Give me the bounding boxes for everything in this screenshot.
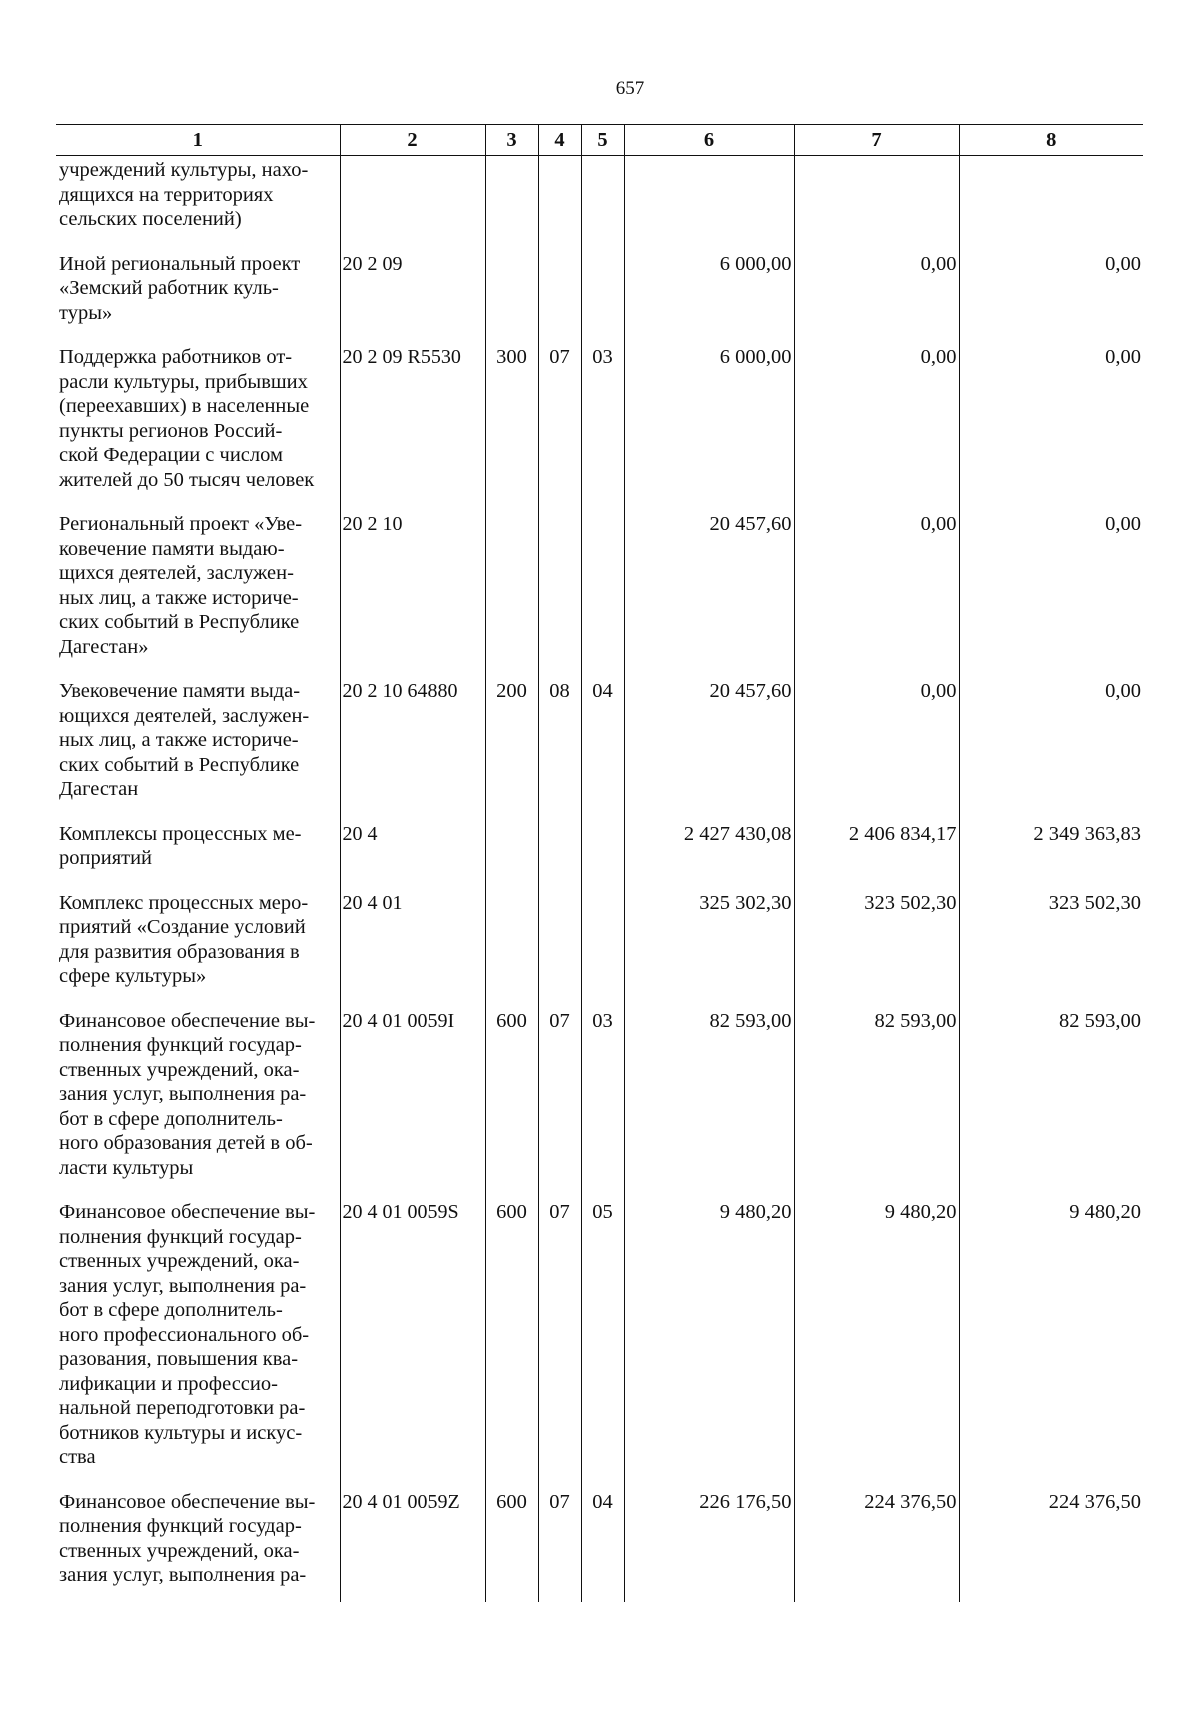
- column-header-1: 1: [56, 125, 340, 156]
- row-col4-cell: [538, 250, 581, 344]
- row-name-cell: Иной региональный проект «Земский работник куль- туры»: [59, 252, 301, 324]
- row-value6-cell: 82 593,00: [624, 1007, 794, 1199]
- table-row: [56, 889, 1143, 1007]
- row-col4-cell: [538, 510, 581, 677]
- row-col4-cell: 07: [538, 343, 581, 510]
- row-col5-cell: 03: [581, 1007, 624, 1199]
- row-value8-cell: 9 480,20: [959, 1198, 1143, 1488]
- row-value8-cell: 0,00: [959, 677, 1143, 820]
- table-row: [56, 677, 1143, 820]
- row-col3-cell: 600: [485, 1198, 538, 1488]
- row-col3-cell: [485, 889, 538, 1007]
- row-code-cell: 20 4: [340, 820, 485, 889]
- row-name-cell: Комплексы процессных ме- роприятий: [59, 822, 302, 869]
- row-col3-cell: [485, 156, 538, 250]
- table-header: [56, 125, 1143, 156]
- header-row: [56, 125, 1143, 156]
- row-code-cell: 20 4 01 0059S: [340, 1198, 485, 1488]
- row-value8-cell: 0,00: [959, 250, 1143, 344]
- row-col3-cell: [485, 250, 538, 344]
- row-value8-cell: 0,00: [959, 510, 1143, 677]
- row-value8-cell: [959, 156, 1143, 250]
- row-value8-cell: 0,00: [959, 343, 1143, 510]
- row-value6-cell: 20 457,60: [624, 677, 794, 820]
- row-value7-cell: [794, 156, 959, 250]
- row-col4-cell: 07: [538, 1007, 581, 1199]
- row-value6-cell: 9 480,20: [624, 1198, 794, 1488]
- column-header-2: 2: [340, 125, 485, 156]
- table-row: [56, 1198, 1143, 1488]
- row-col5-cell: [581, 820, 624, 889]
- row-code-cell: [340, 156, 485, 250]
- table-row: [56, 250, 1143, 344]
- row-name-cell: Региональный проект «Уве- ковечение памяти выдаю- щихся деятелей, заслужен- ных лиц, а также историче- ских событий в Республике Дагестан»: [59, 513, 303, 658]
- row-value8-cell: 224 376,50: [959, 1488, 1143, 1602]
- row-col5-cell: [581, 889, 624, 1007]
- row-col3-cell: [485, 820, 538, 889]
- row-value6-cell: 20 457,60: [624, 510, 794, 677]
- column-header-6: 6: [624, 125, 794, 156]
- table-row: [56, 1007, 1143, 1199]
- row-value6-cell: 226 176,50: [624, 1488, 794, 1602]
- budget-table-wrapper: [56, 124, 1143, 1602]
- column-header-5: 5: [581, 125, 624, 156]
- row-code-cell: 20 2 10 64880: [340, 677, 485, 820]
- row-name-cell: Комплекс процессных меро- приятий «Создание условий для развития образования в сфере культуры»: [59, 891, 309, 987]
- row-value8-cell: 82 593,00: [959, 1007, 1143, 1199]
- row-code-cell: 20 4 01 0059I: [340, 1007, 485, 1199]
- row-name-cell: Финансовое обеспечение вы- полнения функций государ- ственных учреждений, ока- зания услуг, выполнения ра- бот в сфере дополнитель- ного образования детей в об- ласти культуры: [59, 1009, 316, 1179]
- row-col4-cell: [538, 889, 581, 1007]
- table-body: [56, 156, 1143, 1602]
- table-row: [56, 1488, 1143, 1602]
- row-value6-cell: [624, 156, 794, 250]
- row-value7-cell: 0,00: [794, 510, 959, 677]
- row-col5-cell: [581, 156, 624, 250]
- column-header-7: 7: [794, 125, 959, 156]
- row-col4-cell: 08: [538, 677, 581, 820]
- row-code-cell: 20 4 01: [340, 889, 485, 1007]
- budget-table: [56, 124, 1143, 1602]
- row-col4-cell: [538, 820, 581, 889]
- row-name-cell: Увековечение памяти выда- ющихся деятелей, заслужен- ных лиц, а также историче- ских событий в Республике Дагестан: [59, 680, 310, 800]
- table-row: [56, 820, 1143, 889]
- row-value7-cell: 82 593,00: [794, 1007, 959, 1199]
- table-row: [56, 156, 1143, 250]
- row-code-cell: 20 2 09 R5530: [340, 343, 485, 510]
- row-value7-cell: 2 406 834,17: [794, 820, 959, 889]
- row-col5-cell: 05: [581, 1198, 624, 1488]
- column-header-8: 8: [959, 125, 1143, 156]
- row-col3-cell: 600: [485, 1007, 538, 1199]
- row-value7-cell: 323 502,30: [794, 889, 959, 1007]
- row-col3-cell: [485, 510, 538, 677]
- column-header-4: 4: [538, 125, 581, 156]
- row-col3-cell: 600: [485, 1488, 538, 1602]
- row-value8-cell: 323 502,30: [959, 889, 1143, 1007]
- row-code-cell: 20 2 09: [340, 250, 485, 344]
- row-value7-cell: 0,00: [794, 343, 959, 510]
- table-row: [56, 510, 1143, 677]
- row-value6-cell: 325 302,30: [624, 889, 794, 1007]
- row-value8-cell: 2 349 363,83: [959, 820, 1143, 889]
- column-header-3: 3: [485, 125, 538, 156]
- row-name-cell: Финансовое обеспечение вы- полнения функций государ- ственных учреждений, ока- зания услуг, выполнения ра- бот в сфере дополнитель- ного профессионального об- разования, повышения ква- лификации и профессио- нальной переподготовки ра- ботников культуры и искус- ства: [59, 1201, 316, 1468]
- row-value6-cell: 2 427 430,08: [624, 820, 794, 889]
- row-value7-cell: 0,00: [794, 677, 959, 820]
- table-row: [56, 343, 1143, 510]
- row-code-cell: 20 2 10: [340, 510, 485, 677]
- row-col4-cell: [538, 156, 581, 250]
- row-col5-cell: 04: [581, 1488, 624, 1602]
- row-name-cell: Поддержка работников от- расли культуры, прибывших (переехавших) в населенные пункты регионов Россий- ской Федерации с числом жителей до 50 тысяч человек: [59, 346, 315, 491]
- row-col5-cell: 04: [581, 677, 624, 820]
- row-col4-cell: 07: [538, 1488, 581, 1602]
- row-col5-cell: [581, 250, 624, 344]
- row-col3-cell: 200: [485, 677, 538, 820]
- row-value6-cell: 6 000,00: [624, 343, 794, 510]
- row-name-cell: Финансовое обеспечение вы- полнения функций государ- ственных учреждений, ока- зания услуг, выполнения ра-: [59, 1490, 316, 1586]
- row-col5-cell: [581, 510, 624, 677]
- row-value7-cell: 9 480,20: [794, 1198, 959, 1488]
- row-value6-cell: 6 000,00: [624, 250, 794, 344]
- row-col4-cell: 07: [538, 1198, 581, 1488]
- row-col3-cell: 300: [485, 343, 538, 510]
- row-value7-cell: 224 376,50: [794, 1488, 959, 1602]
- row-value7-cell: 0,00: [794, 250, 959, 344]
- row-code-cell: 20 4 01 0059Z: [340, 1488, 485, 1602]
- row-col5-cell: 03: [581, 343, 624, 510]
- row-name-cell: учреждений культуры, нахо- дящихся на территориях сельских поселений): [59, 159, 309, 230]
- page-number: 657: [615, 78, 645, 99]
